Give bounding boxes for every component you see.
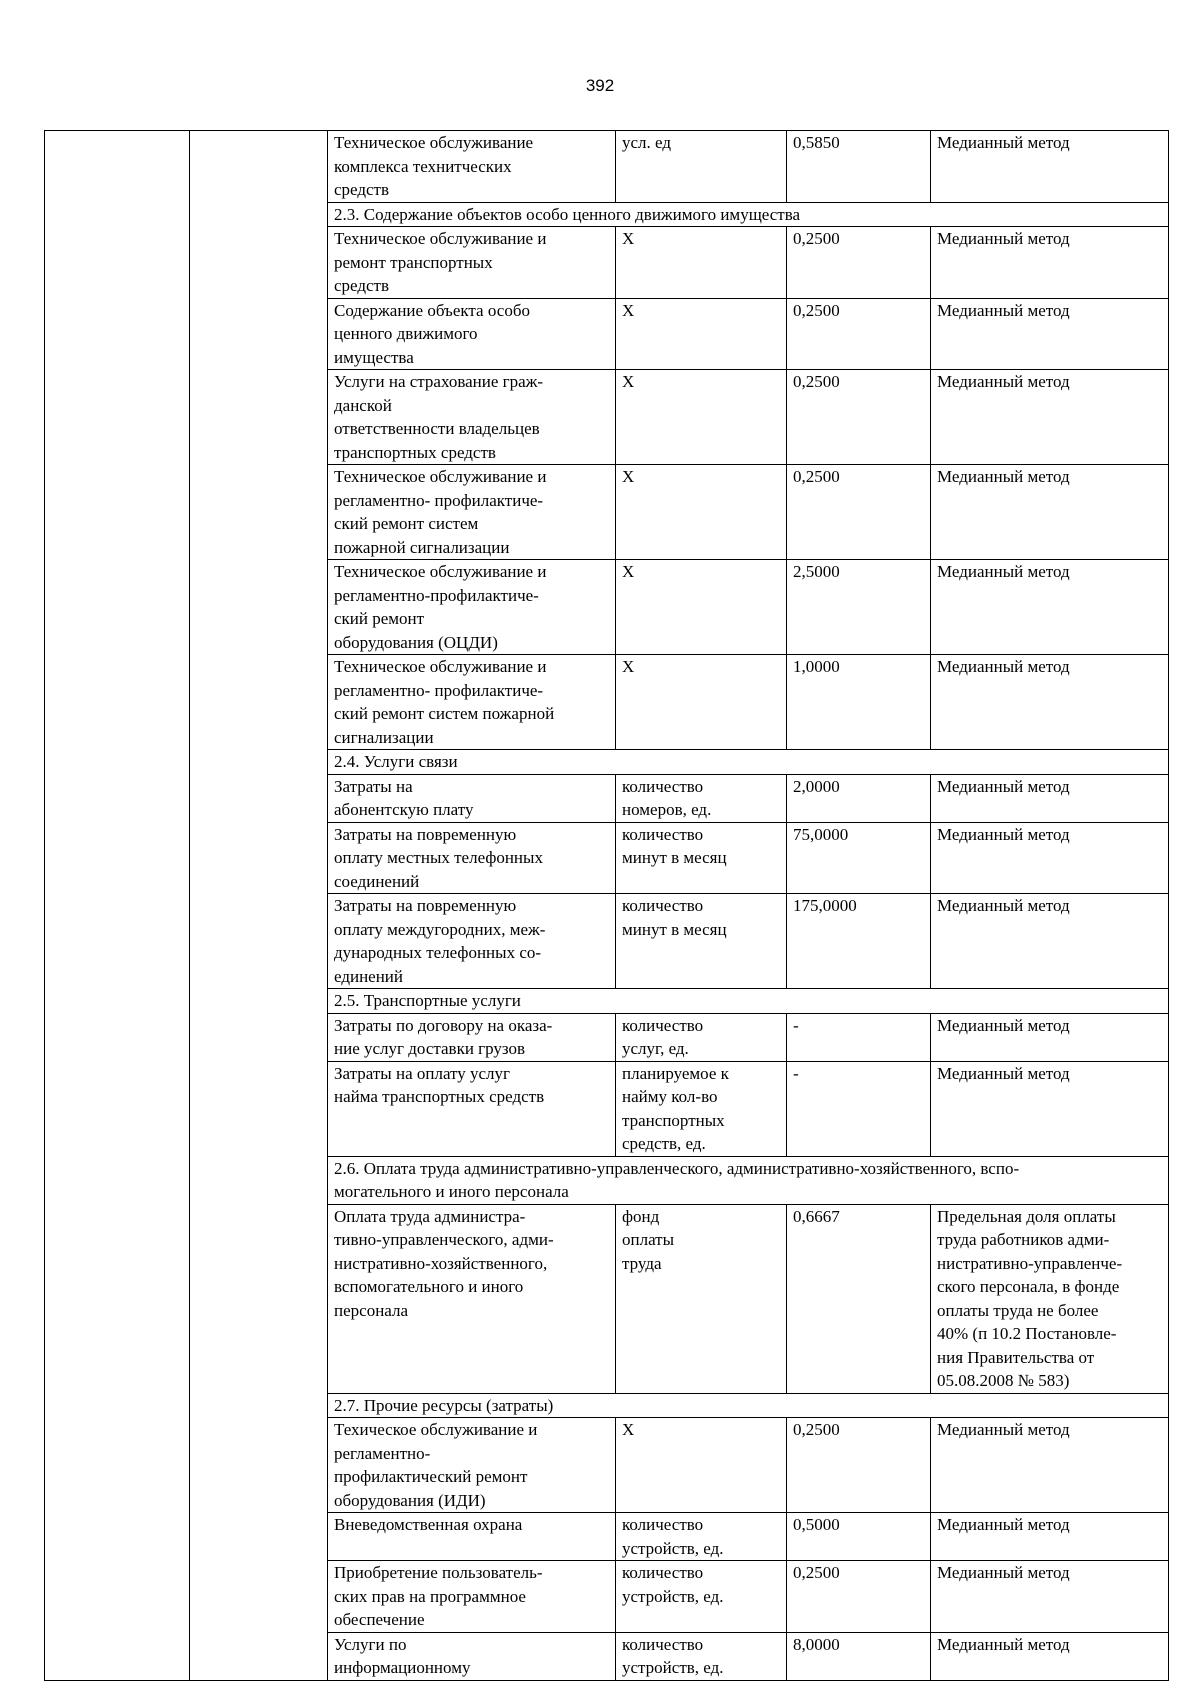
section-heading-cell bbox=[328, 1156, 1169, 1204]
text-line: устройств, ед. bbox=[622, 1586, 724, 1606]
value-cell bbox=[787, 1013, 931, 1061]
text-line: Услуги по bbox=[334, 1634, 407, 1654]
cost-name-cell bbox=[328, 774, 616, 822]
method-cell bbox=[931, 298, 1169, 370]
text-line: ского персонала, в фонде bbox=[937, 1277, 1120, 1296]
unit-cell bbox=[616, 1418, 787, 1513]
text-line: информационному bbox=[334, 1658, 471, 1677]
text-line: ремонт транспортных bbox=[334, 252, 493, 272]
text-line: Затраты по договору на оказа- bbox=[334, 1015, 553, 1035]
value-text: 175,0000 bbox=[793, 896, 857, 915]
unit-cell bbox=[616, 1013, 787, 1061]
cost-name-cell bbox=[328, 894, 616, 989]
unit-cell bbox=[616, 370, 787, 465]
text-line: минут в месяц bbox=[622, 919, 727, 939]
text-line: Затраты на bbox=[334, 776, 413, 796]
method-cell bbox=[931, 1632, 1169, 1680]
text-line: труда bbox=[622, 1253, 662, 1273]
text-line: Медианный метод bbox=[937, 562, 1070, 581]
text-line: нистративно-управленче- bbox=[937, 1253, 1123, 1273]
text-line: X bbox=[622, 1420, 635, 1439]
text-line: оплаты bbox=[622, 1230, 675, 1249]
method-cell bbox=[931, 1204, 1169, 1393]
text-line: транспортных средств bbox=[334, 442, 496, 462]
text-line: количество bbox=[622, 896, 704, 915]
text-line: 40% (п 10.2 Постановле- bbox=[937, 1324, 1117, 1343]
text-line: Техническое обслуживание bbox=[334, 133, 534, 152]
method-cell bbox=[931, 822, 1169, 894]
text-line: фонд bbox=[622, 1206, 660, 1226]
text-line: регламентно- bbox=[334, 1443, 431, 1463]
text-line: Медианный метод bbox=[937, 896, 1070, 915]
text-line: Услуги на страхование граж- bbox=[334, 372, 544, 391]
value-cell bbox=[787, 1632, 931, 1680]
value-cell bbox=[787, 822, 931, 894]
text-line: 2.4. Услуги связи bbox=[334, 752, 458, 771]
text-line: Приобретение пользователь- bbox=[334, 1563, 543, 1582]
text-line: данской bbox=[334, 395, 392, 415]
unit-cell bbox=[616, 131, 787, 203]
value-cell bbox=[787, 131, 931, 203]
text-line: Техническое обслуживание и bbox=[334, 229, 547, 248]
method-cell bbox=[931, 1513, 1169, 1561]
text-line: усл. ед bbox=[622, 133, 671, 152]
text-line: X bbox=[622, 300, 635, 320]
section-heading-cell bbox=[328, 989, 1169, 1014]
text-line: комплекса технитческих bbox=[334, 156, 512, 176]
value-cell bbox=[787, 370, 931, 465]
text-line: регламентно- профилактиче- bbox=[334, 680, 544, 700]
cost-name-cell bbox=[328, 298, 616, 370]
text-line: устройств, ед. bbox=[622, 1538, 724, 1558]
text-line: Содержание объекта особо bbox=[334, 300, 530, 320]
section-heading-cell bbox=[328, 1393, 1169, 1418]
value-text: 0,2500 bbox=[793, 1563, 840, 1582]
text-line: пожарной сигнализации bbox=[334, 537, 510, 557]
unit-cell bbox=[616, 774, 787, 822]
text-line: Предельная доля оплаты bbox=[937, 1206, 1116, 1226]
cost-name-cell bbox=[328, 370, 616, 465]
text-line: Медианный метод bbox=[937, 824, 1070, 844]
text-line: Медианный метод bbox=[937, 467, 1070, 486]
text-line: средств bbox=[334, 276, 390, 295]
text-line: ских прав на программное bbox=[334, 1586, 526, 1606]
text-line: 2.5. Транспортные услуги bbox=[334, 991, 521, 1010]
text-line: найма транспортных средств bbox=[334, 1087, 545, 1106]
text-line: Медианный метод bbox=[937, 133, 1070, 152]
text-line: ский ремонт bbox=[334, 609, 425, 628]
text-line: Техническое обслуживание и bbox=[334, 657, 547, 676]
method-cell bbox=[931, 131, 1169, 203]
text-line: количество bbox=[622, 824, 704, 844]
text-line: устройств, ед. bbox=[622, 1658, 724, 1677]
value-text: 0,2500 bbox=[793, 467, 840, 486]
text-line: средств, ед. bbox=[622, 1134, 706, 1153]
text-line: Затраты на оплату услуг bbox=[334, 1063, 511, 1083]
text-line: Медианный метод bbox=[937, 372, 1070, 391]
text-line: планируемое к bbox=[622, 1063, 729, 1083]
text-line: ответственности владельцев bbox=[334, 419, 540, 438]
text-line: количество bbox=[622, 1563, 704, 1582]
method-cell bbox=[931, 774, 1169, 822]
text-line: ский ремонт систем пожарной bbox=[334, 704, 555, 723]
text-line: Техическое обслуживание и bbox=[334, 1420, 538, 1439]
text-line: абонентскую плату bbox=[334, 800, 474, 819]
text-line: количество bbox=[622, 1515, 704, 1534]
text-line: единений bbox=[334, 966, 404, 986]
value-text: - bbox=[793, 1015, 799, 1035]
cost-name-cell bbox=[328, 1204, 616, 1393]
value-cell bbox=[787, 774, 931, 822]
section-heading-cell bbox=[328, 202, 1169, 227]
unit-cell bbox=[616, 655, 787, 750]
section-heading-cell bbox=[328, 750, 1169, 775]
cost-name-cell bbox=[328, 560, 616, 655]
cost-name-cell bbox=[328, 1561, 616, 1633]
text-line: регламентно- профилактиче- bbox=[334, 490, 544, 510]
unit-cell bbox=[616, 1061, 787, 1156]
table-row bbox=[45, 131, 1169, 203]
value-text: 0,2500 bbox=[793, 229, 840, 248]
text-line: средств bbox=[334, 180, 390, 199]
cost-norms-table bbox=[44, 130, 1169, 1681]
text-line: количество bbox=[622, 1015, 704, 1035]
method-cell bbox=[931, 655, 1169, 750]
blank-column-1 bbox=[45, 131, 190, 1681]
unit-cell bbox=[616, 1204, 787, 1393]
text-line: Вневедомственная охрана bbox=[334, 1515, 523, 1534]
text-line: соединений bbox=[334, 871, 420, 891]
text-line: Медианный метод bbox=[937, 1015, 1070, 1035]
text-line: обеспечение bbox=[334, 1610, 425, 1629]
value-cell bbox=[787, 298, 931, 370]
unit-cell bbox=[616, 465, 787, 560]
cost-name-cell bbox=[328, 1632, 616, 1680]
text-line: X bbox=[622, 229, 635, 248]
text-line: X bbox=[622, 562, 635, 581]
value-cell bbox=[787, 1513, 931, 1561]
value-cell bbox=[787, 227, 931, 299]
cost-name-cell bbox=[328, 655, 616, 750]
cost-name-cell bbox=[328, 1061, 616, 1156]
text-line: Медианный метод bbox=[937, 1420, 1070, 1439]
unit-cell bbox=[616, 822, 787, 894]
text-line: оплату местных телефонных bbox=[334, 848, 543, 867]
cost-name-cell bbox=[328, 1418, 616, 1513]
value-cell bbox=[787, 655, 931, 750]
text-line: вспомогательного и иного bbox=[334, 1277, 524, 1296]
unit-cell bbox=[616, 560, 787, 655]
text-line: оборудования (ИДИ) bbox=[334, 1490, 486, 1510]
text-line: Медианный метод bbox=[937, 300, 1070, 320]
value-text: 0,5000 bbox=[793, 1515, 840, 1534]
text-line: 2.6. Оплата труда административно-управленческого, административно-хозяйственного, вспо- bbox=[334, 1158, 1020, 1178]
cost-name-cell bbox=[328, 131, 616, 203]
text-line: Оплата труда администра- bbox=[334, 1206, 526, 1226]
text-line: ние услуг доставки грузов bbox=[334, 1039, 526, 1058]
text-line: Медианный метод bbox=[937, 229, 1070, 248]
text-line: Медианный метод bbox=[937, 657, 1070, 676]
value-text: 0,2500 bbox=[793, 300, 840, 320]
value-text: - bbox=[793, 1063, 799, 1083]
method-cell bbox=[931, 1561, 1169, 1633]
text-line: услуг, ед. bbox=[622, 1039, 689, 1058]
value-cell bbox=[787, 1204, 931, 1393]
value-cell bbox=[787, 894, 931, 989]
unit-cell bbox=[616, 1561, 787, 1633]
method-cell bbox=[931, 465, 1169, 560]
value-cell bbox=[787, 465, 931, 560]
method-cell bbox=[931, 1418, 1169, 1513]
text-line: Затраты на повременную bbox=[334, 896, 517, 915]
cost-name-cell bbox=[328, 1013, 616, 1061]
text-line: Медианный метод bbox=[937, 1563, 1070, 1582]
text-line: регламентно-профилактиче- bbox=[334, 585, 539, 605]
text-line: оплату междугородних, меж- bbox=[334, 919, 546, 939]
text-line: количество bbox=[622, 1634, 704, 1654]
value-text: 0,2500 bbox=[793, 372, 840, 391]
text-line: Медианный метод bbox=[937, 1634, 1070, 1654]
value-cell bbox=[787, 560, 931, 655]
cost-name-cell bbox=[328, 227, 616, 299]
text-line: сигнализации bbox=[334, 727, 434, 747]
text-line: транспортных bbox=[622, 1110, 725, 1130]
text-line: Медианный метод bbox=[937, 1515, 1070, 1534]
method-cell bbox=[931, 894, 1169, 989]
text-line: профилактический ремонт bbox=[334, 1467, 528, 1486]
unit-cell bbox=[616, 298, 787, 370]
unit-cell bbox=[616, 227, 787, 299]
blank-column-2 bbox=[190, 131, 328, 1681]
value-text: 0,5850 bbox=[793, 133, 840, 152]
text-line: персонала bbox=[334, 1300, 409, 1320]
method-cell bbox=[931, 370, 1169, 465]
text-line: 2.7. Прочие ресурсы (затраты) bbox=[334, 1395, 554, 1415]
value-text: 0,2500 bbox=[793, 1420, 840, 1439]
text-line: ния Правительства от bbox=[937, 1347, 1095, 1367]
method-cell bbox=[931, 1013, 1169, 1061]
text-line: X bbox=[622, 467, 635, 486]
text-line: труда работников адми- bbox=[937, 1230, 1110, 1249]
text-line: найму кол-во bbox=[622, 1087, 718, 1106]
text-line: количество bbox=[622, 776, 704, 796]
value-text: 1,0000 bbox=[793, 657, 840, 676]
text-line: Техническое обслуживание и bbox=[334, 562, 547, 581]
table-body bbox=[45, 131, 1169, 1681]
value-text: 8,0000 bbox=[793, 1634, 840, 1654]
text-line: могательного и иного персонала bbox=[334, 1182, 569, 1201]
value-cell bbox=[787, 1561, 931, 1633]
text-line: оборудования (ОЦДИ) bbox=[334, 632, 498, 652]
text-line: минут в месяц bbox=[622, 848, 727, 867]
text-line: имущества bbox=[334, 347, 414, 367]
method-cell bbox=[931, 1061, 1169, 1156]
text-line: 05.08.2008 № 583) bbox=[937, 1371, 1070, 1390]
text-line: оплаты труда не более bbox=[937, 1300, 1099, 1320]
page-number: 392 bbox=[585, 76, 615, 95]
unit-cell bbox=[616, 894, 787, 989]
text-line: номеров, ед. bbox=[622, 800, 712, 819]
value-cell bbox=[787, 1418, 931, 1513]
value-text: 2,0000 bbox=[793, 776, 840, 796]
value-text: 2,5000 bbox=[793, 562, 840, 581]
text-line: дународных телефонных со- bbox=[334, 943, 542, 962]
text-line: X bbox=[622, 657, 635, 676]
cost-name-cell bbox=[328, 465, 616, 560]
text-line: ский ремонт систем bbox=[334, 514, 479, 533]
text-line: Медианный метод bbox=[937, 776, 1070, 796]
unit-cell bbox=[616, 1632, 787, 1680]
text-line: ценного движимого bbox=[334, 324, 478, 343]
text-line: X bbox=[622, 372, 635, 391]
value-cell bbox=[787, 1061, 931, 1156]
cost-name-cell bbox=[328, 822, 616, 894]
value-text: 75,0000 bbox=[793, 824, 849, 844]
method-cell bbox=[931, 560, 1169, 655]
text-line: 2.3. Содержание объектов особо ценного движимого имущества bbox=[334, 204, 801, 224]
unit-cell bbox=[616, 1513, 787, 1561]
text-line: нистративно-хозяйственного, bbox=[334, 1253, 548, 1273]
text-line: Затраты на повременную bbox=[334, 824, 517, 844]
value-text: 0,6667 bbox=[793, 1206, 840, 1226]
text-line: тивно-управленческого, адми- bbox=[334, 1230, 554, 1249]
cost-name-cell bbox=[328, 1513, 616, 1561]
text-line: Медианный метод bbox=[937, 1063, 1070, 1083]
method-cell bbox=[931, 227, 1169, 299]
text-line: Техническое обслуживание и bbox=[334, 467, 547, 486]
